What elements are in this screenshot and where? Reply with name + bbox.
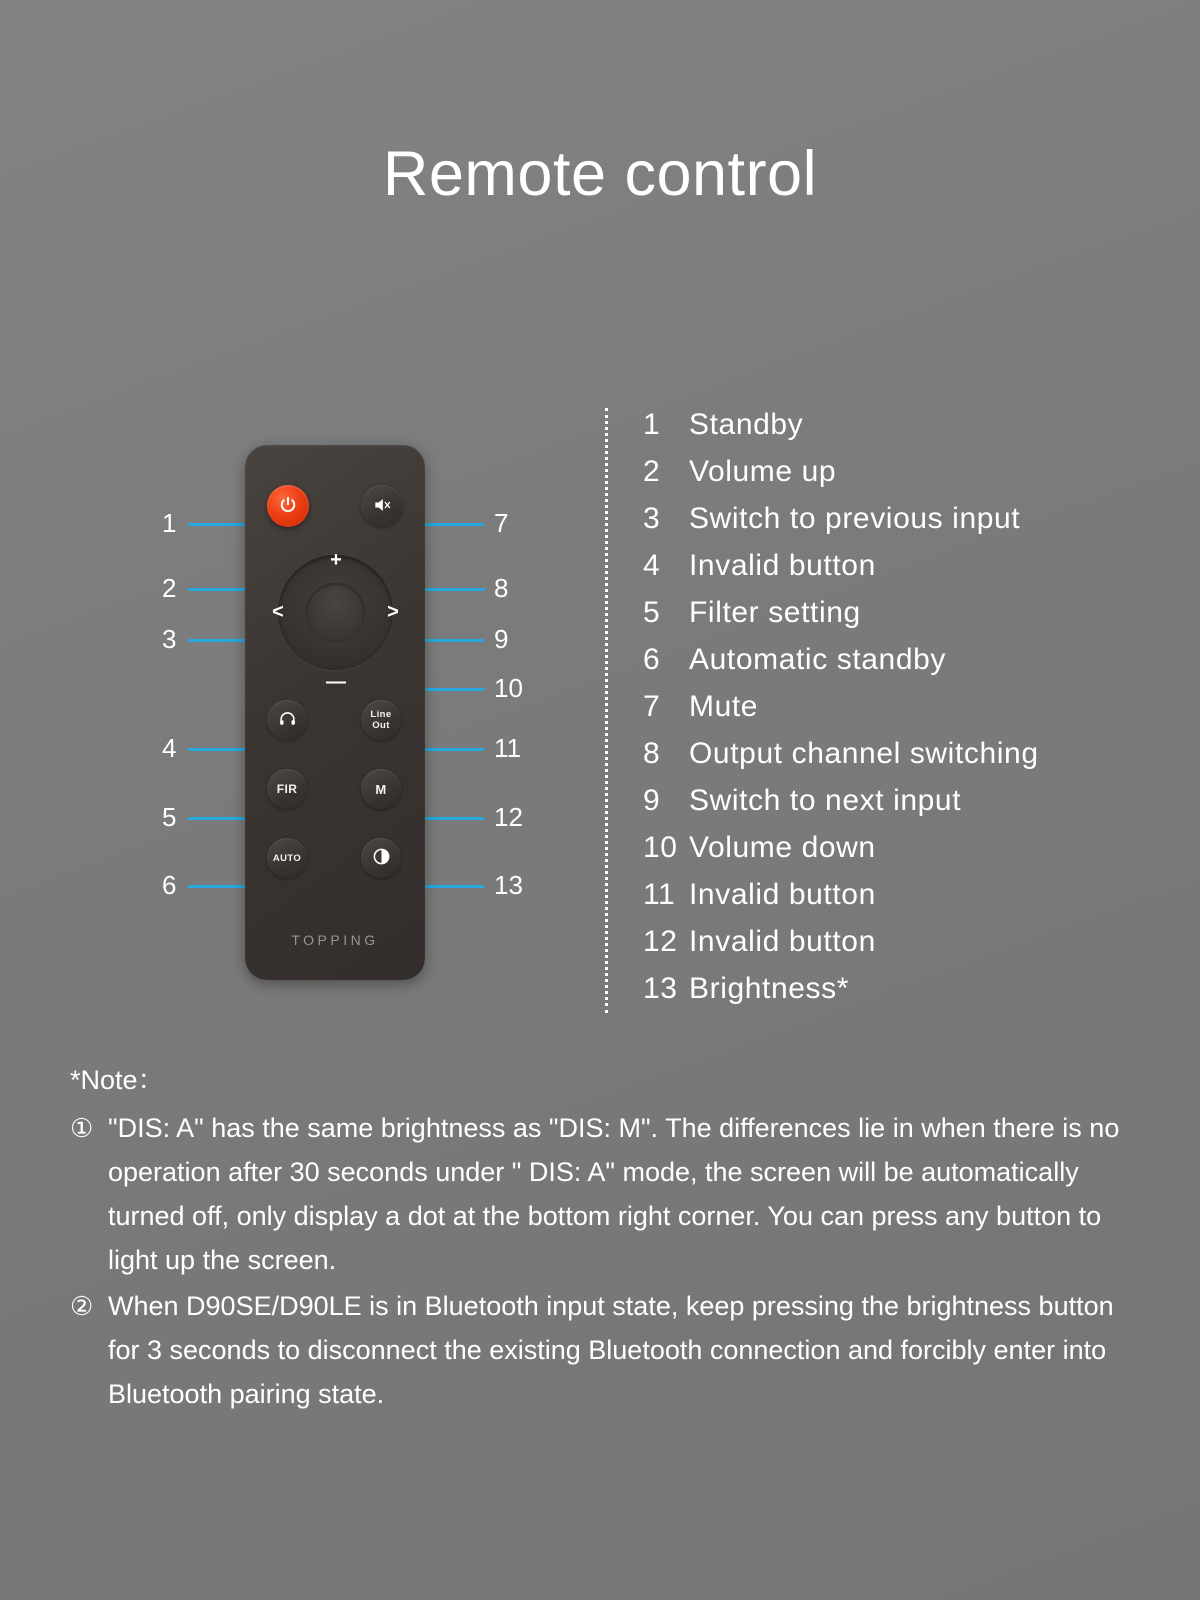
fir-label: FIR (276, 782, 298, 796)
legend-item-label: Invalid button (689, 878, 876, 911)
legend-item (643, 690, 1165, 737)
auto-button[interactable] (267, 838, 307, 878)
legend-item (643, 455, 1165, 502)
power-icon (278, 495, 298, 518)
brightness-icon (372, 847, 391, 869)
callout-number-8: 8 (494, 573, 509, 603)
legend-item-number: 5 (643, 596, 661, 629)
legend-item-label: Volume up (689, 455, 837, 488)
legend-item (643, 878, 1165, 925)
callout-number-6: 6 (162, 870, 177, 900)
callout-number-4: 4 (162, 733, 177, 763)
m-label: M (375, 781, 387, 797)
callout-number-11: 11 (494, 733, 521, 763)
legend-item-number: 10 (643, 831, 678, 864)
legend-item-number: 13 (643, 972, 678, 1005)
legend-item-number: 8 (643, 737, 661, 770)
legend-item-number: 4 (643, 549, 661, 582)
callout-number-2: 2 (162, 573, 177, 603)
legend-item-label: Invalid button (689, 925, 876, 958)
note-block (70, 1058, 1135, 1418)
previous-input-button[interactable]: < (272, 601, 284, 623)
line-out-label-line2: Out (372, 720, 390, 731)
legend-item-number: 9 (643, 784, 661, 817)
legend-item (643, 925, 1165, 972)
legend-item (643, 737, 1165, 784)
remote-body (245, 445, 425, 980)
mute-button[interactable] (361, 485, 403, 527)
legend-item (643, 596, 1165, 643)
remote-illustration (150, 430, 570, 1010)
line-out-button[interactable] (361, 700, 401, 740)
volume-down-button[interactable]: — (326, 671, 346, 693)
legend-item-label: Switch to next input (689, 784, 962, 817)
legend-item-label: Automatic standby (689, 643, 946, 676)
mute-icon (372, 495, 392, 518)
callout-number-9: 9 (494, 624, 509, 654)
volume-up-button[interactable]: + (330, 549, 342, 571)
legend-item-label: Volume down (689, 831, 876, 864)
brand-label: TOPPING (291, 932, 379, 948)
line-out-label-line1: Line (370, 709, 392, 720)
note-item-marker: ② (70, 1291, 94, 1321)
legend-item (643, 502, 1165, 549)
legend-item (643, 784, 1165, 831)
legend-item (643, 549, 1165, 596)
legend-item-label: Brightness* (689, 972, 850, 1005)
legend-item-number: 11 (643, 878, 676, 911)
auto-label: AUTO (272, 852, 302, 864)
legend-item-number: 2 (643, 455, 661, 488)
note-item (70, 1284, 1135, 1416)
note-item-text: When D90SE/D90LE is in Bluetooth input state, keep pressing the brightness button for 3 seconds to disconnect the existing Bluetooth connection and forcibly enter into Bluetooth pairing state. (108, 1291, 1114, 1409)
callout-number-7: 7 (494, 508, 509, 538)
legend-item (643, 643, 1165, 690)
legend-item-number: 12 (643, 925, 678, 958)
m-button[interactable] (361, 769, 401, 809)
legend-item (643, 831, 1165, 878)
callout-number-1: 1 (162, 508, 177, 538)
dpad[interactable] (272, 549, 399, 693)
next-input-button[interactable]: > (387, 601, 399, 623)
callout-number-10: 10 (494, 673, 523, 703)
legend-item (643, 408, 1165, 455)
legend-item-number: 7 (643, 690, 661, 723)
headphone-icon (278, 709, 297, 731)
legend-item-label: Mute (689, 690, 759, 723)
note-item-text: "DIS: A" has the same brightness as "DIS: M". The differences lie in when there is no operation after 30 seconds under " DIS: A" mode, the screen will be automatically turned off, only display a dot at the bottom right corner. You can press any button to light up the screen. (108, 1113, 1120, 1275)
legend-item (643, 972, 1165, 1019)
note-item-marker: ① (70, 1113, 94, 1143)
page-title: Remote control (382, 139, 818, 209)
dpad-center[interactable] (306, 583, 365, 642)
legend-item-label: Invalid button (689, 549, 876, 582)
legend-list (605, 408, 1165, 1013)
power-button[interactable] (267, 485, 309, 527)
callout-number-13: 13 (494, 870, 523, 900)
note-item (70, 1106, 1135, 1282)
headphone-button[interactable] (267, 700, 307, 740)
legend-item-number: 3 (643, 502, 661, 535)
legend-item-number: 1 (643, 408, 661, 441)
legend-item-label: Standby (689, 408, 804, 441)
brightness-button[interactable] (361, 838, 401, 878)
callout-number-5: 5 (162, 802, 177, 832)
note-title: *Note： (70, 1065, 165, 1095)
legend-item-label: Filter setting (689, 596, 861, 629)
legend-item-label: Output channel switching (689, 737, 1039, 770)
callout-number-12: 12 (494, 802, 523, 832)
callout-number-3: 3 (162, 624, 177, 654)
legend-item-label: Switch to previous input (689, 502, 1021, 535)
legend-item-number: 6 (643, 643, 661, 676)
fir-button[interactable] (267, 769, 307, 809)
